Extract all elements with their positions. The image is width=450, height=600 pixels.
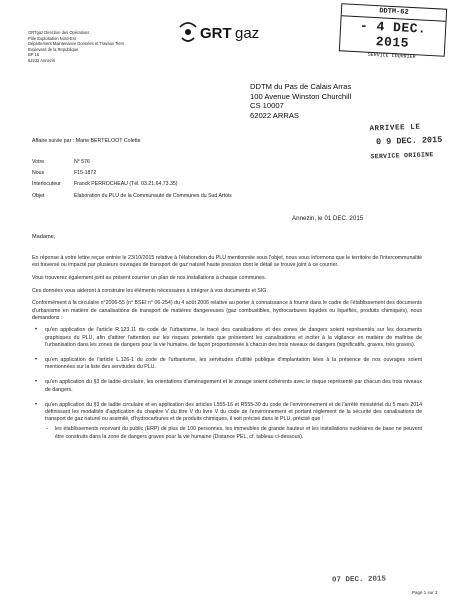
stamp-date: - 4 DEC. 2015	[359, 18, 427, 51]
requirements-list	[32, 327, 422, 440]
reference-key: Interlocuteur	[32, 181, 61, 188]
list-item	[32, 402, 422, 441]
affair-followed-by: Affaire suivie par : Marie BERTELOOT Colette	[32, 138, 141, 144]
reference-key: Objet	[32, 192, 45, 199]
recipient-line: CS 10007	[250, 101, 284, 110]
body-paragraph: En réponse à votre lettre reçue entrée le 23/10/2015 relative à l'élaboration du PLU mentionnée sous l'objet, nous vous informons que le territoire de l'intercommunalité est traversé ou impacté par plusieurs ouvrages de transport de gaz naturel haute pression dont le détail se trouve joint à ce courrier.	[32, 255, 422, 269]
recipient-line: DDTM du Pas de Calais Arras	[250, 82, 352, 91]
ddtm-received-stamp	[339, 3, 447, 61]
list-item: • qu'en application du §3 de ladite circulaire, les orientations d'aménagement et le zonage soient cohérents avec le risque représenté par chacun des trois niveaux de dangers.	[32, 379, 422, 393]
sender-line: GRTgaz Direction des Opérations	[28, 30, 90, 35]
reference-value: Elaboration du PLU de la Communauté de Communes du Sud Artois	[74, 192, 232, 199]
grtgaz-logo	[176, 17, 276, 47]
arrival-label: ARRIVEE LE	[369, 123, 421, 134]
stamp-service: SERVICE COURRIER	[367, 51, 416, 61]
page-number: Page 1 sur 3	[412, 590, 438, 595]
reference-row	[32, 156, 352, 167]
reference-value: F15-1872	[74, 169, 97, 176]
svg-text:GRT: GRT	[200, 25, 232, 42]
place-and-date: Annezin, le 01 DEC. 2015	[292, 215, 364, 222]
reference-key: Nous	[32, 169, 45, 176]
sender-line: Département Maintenance Données et Travaux Tiers	[28, 41, 125, 47]
reference-row	[32, 179, 352, 190]
sender-line: Pôle Exploitation Nord-Est	[28, 35, 76, 41]
arrival-date: 0 9 DEC. 2015	[375, 134, 443, 148]
reference-value: N° 576	[74, 158, 90, 165]
sender-address	[28, 30, 158, 64]
arrival-service: SERVICE ORIGINE	[370, 151, 434, 161]
reference-row	[32, 190, 352, 201]
letter-body	[32, 255, 422, 449]
sender-line: 62232 Annezin	[28, 57, 56, 63]
reference-block	[32, 156, 352, 201]
reference-key: Votre	[32, 158, 45, 165]
sender-line: Boulevard de la Republique	[28, 46, 79, 52]
recipient-address	[250, 82, 440, 120]
arrival-stamp	[369, 123, 450, 161]
recipient-line: 62022 ARRAS	[250, 110, 299, 120]
sub-list	[45, 426, 422, 440]
svg-text:gaz: gaz	[235, 25, 260, 42]
reference-row	[32, 167, 352, 178]
salutation: Madame,	[32, 234, 56, 240]
list-item: • qu'en application de l'article L.126-1 du code de l'urbanisme, les servitudes d'utilité publique d'implantation liées à la présence de nos ouvrages soient mentionnées sur la liste des servitudes du PLU.	[32, 357, 422, 371]
list-item-text: qu'en application du §3 de ladite circulaire et en application des articles L555-16 et R555-30 du code de l'environnement et de l'arrêté ministériel du 5 mars 2014 définissant les modalités d'application du chapitre V du titre V du livre V du code de l'environnement et portant règlement de la sécurité des canalisations de transport de gaz naturel ou assimilé, d'hydrocarbures et de produits chimiques, il soit précisé dans le PLU, précisé que :	[45, 401, 422, 423]
sub-list-item: - les établissements recevant du public (ERP) de plus de 100 personnes, les immeubles de grande hauteur et les installations nucléaires de base ne peuvent être construits dans la zone de dangers graves pour la vie humaine (Distance PEL, cf. tableau ci-dessous).	[45, 426, 422, 440]
reference-value: Franck PERROCHEAU (Tél. 03.21.64.73.35)	[74, 181, 178, 188]
list-item: • qu'en application de l'article R.123.11 du code de l'urbanisme, le tracé des canalisations et des zones de dangers soient représentés sur les documents graphiques du PLU, afin d'attirer l'attention sur les risques potentiels que présentent les canalisations et inciter à la vigilance en matière de maîtrise de l'urbanisation dans les zones de dangers pour la vie humaine, de façon proportionnée à chacun des trois niveaux de dangers (significatifs, graves, très graves).	[32, 327, 422, 349]
body-paragraph: Conformément à la circulaire n°2006-55 (n° BSEI n° 06-254) du 4 août 2006 relative au porter à connaissance à fournir dans le cadre de l'établissement des documents d'urbanisme en matière de canalisations de transport de matières dangereuses (gaz combustibles, hydrocarbures liquides ou liquéfiés, produits chimiques), nous demandons :	[32, 300, 422, 321]
stamp-title: DDTM-62	[379, 7, 409, 17]
body-paragraph: Ces données vous aideront à construire les éléments nécessaires à intégrer à vos documents et SIG.	[32, 287, 268, 294]
body-paragraph: Vous trouverez également joint au présent courrier un plan de nos installations à chaque communes.	[32, 274, 267, 281]
bottom-date-stamp: 07 DEC. 2015	[331, 575, 387, 585]
sender-line: BP 16	[28, 52, 40, 58]
recipient-line: 100 Avenue Winston Churchill	[250, 91, 352, 101]
